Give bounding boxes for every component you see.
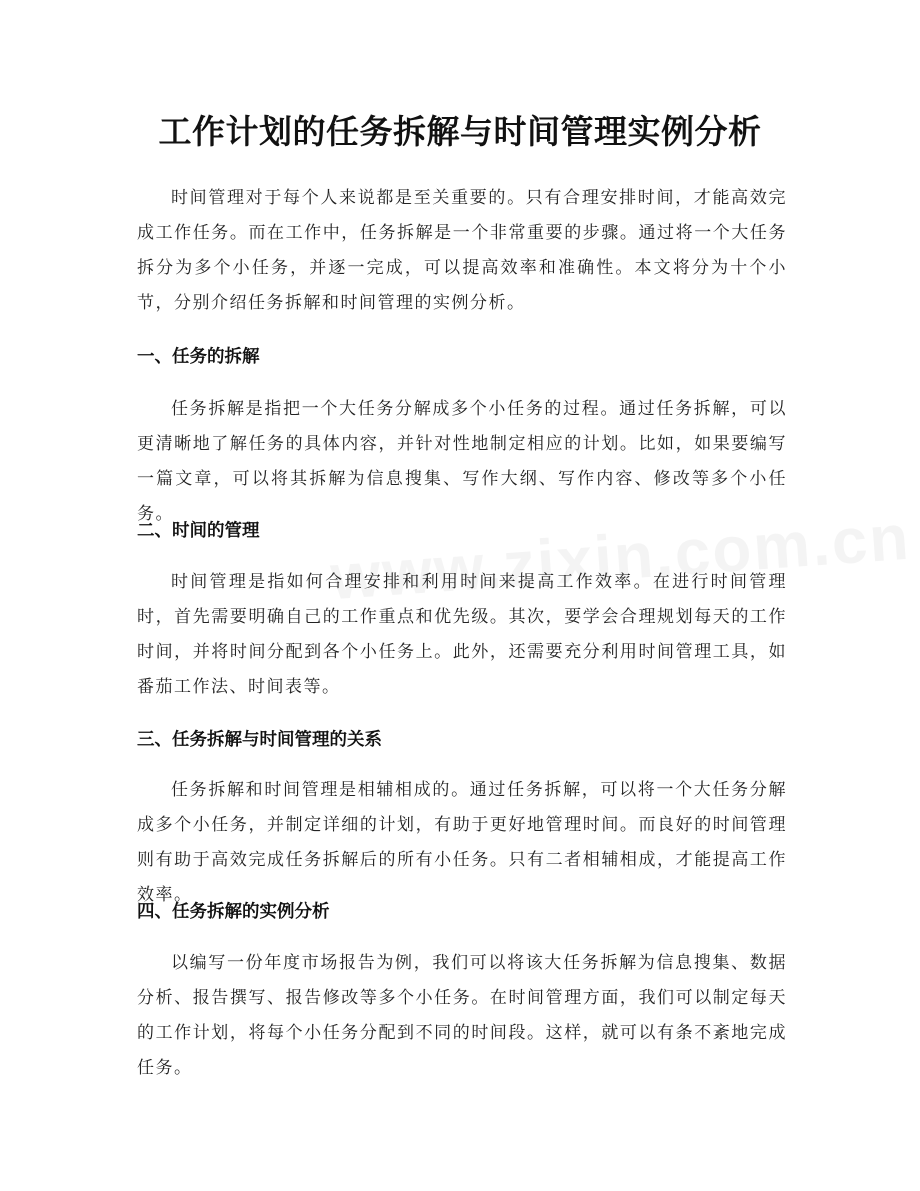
section-heading-4: 四、任务拆解的实例分析: [137, 902, 330, 922]
section-heading-3: 三、任务拆解与时间管理的关系: [137, 730, 382, 750]
section-body-4: 以编写一份年度市场报告为例，我们可以将该大任务拆解为信息搜集、数据分析、报告撰写、报告修改等多个小任务。在时间管理方面，我们可以制定每天的工作计划，将每个小任务分配到不同的时间段。这样，就可以有条不紊地完成任务。: [137, 953, 787, 1078]
section-heading-1: 一、任务的拆解: [137, 347, 260, 367]
section-body-1: 任务拆解是指把一个大任务分解成多个小任务的过程。通过任务拆解，可以更清晰地了解任务的具体内容，并针对性地制定相应的计划。比如，如果要编写一篇文章，可以将其拆解为信息搜集、写作大纲、写作内容、修改等多个小任务。: [137, 399, 787, 524]
document-title: 工作计划的任务拆解与时间管理实例分析: [158, 112, 762, 151]
intro-paragraph: 时间管理对于每个人来说都是至关重要的。只有合理安排时间，才能高效完成工作任务。而在工作中，任务拆解是一个非常重要的步骤。通过将一个大任务拆分为多个小任务，并逐一完成，可以提高效率和准确性。本文将分为十个小节，分别介绍任务拆解和时间管理的实例分析。: [137, 188, 787, 313]
section-heading-2: 二、时间的管理: [137, 521, 260, 541]
section-body-3: 任务拆解和时间管理是相辅相成的。通过任务拆解，可以将一个大任务分解成多个小任务，并制定详细的计划，有助于更好地管理时间。而良好的时间管理则有助于高效完成任务拆解后的所有小任务。只有二者相辅相成，才能提高工作效率。: [137, 780, 787, 905]
section-body-2: 时间管理是指如何合理安排和利用时间来提高工作效率。在进行时间管理时，首先需要明确自己的工作重点和优先级。其次，要学会合理规划每天的工作时间，并将时间分配到各个小任务上。此外，还需要充分利用时间管理工具，如番茄工作法、时间表等。: [137, 572, 787, 697]
